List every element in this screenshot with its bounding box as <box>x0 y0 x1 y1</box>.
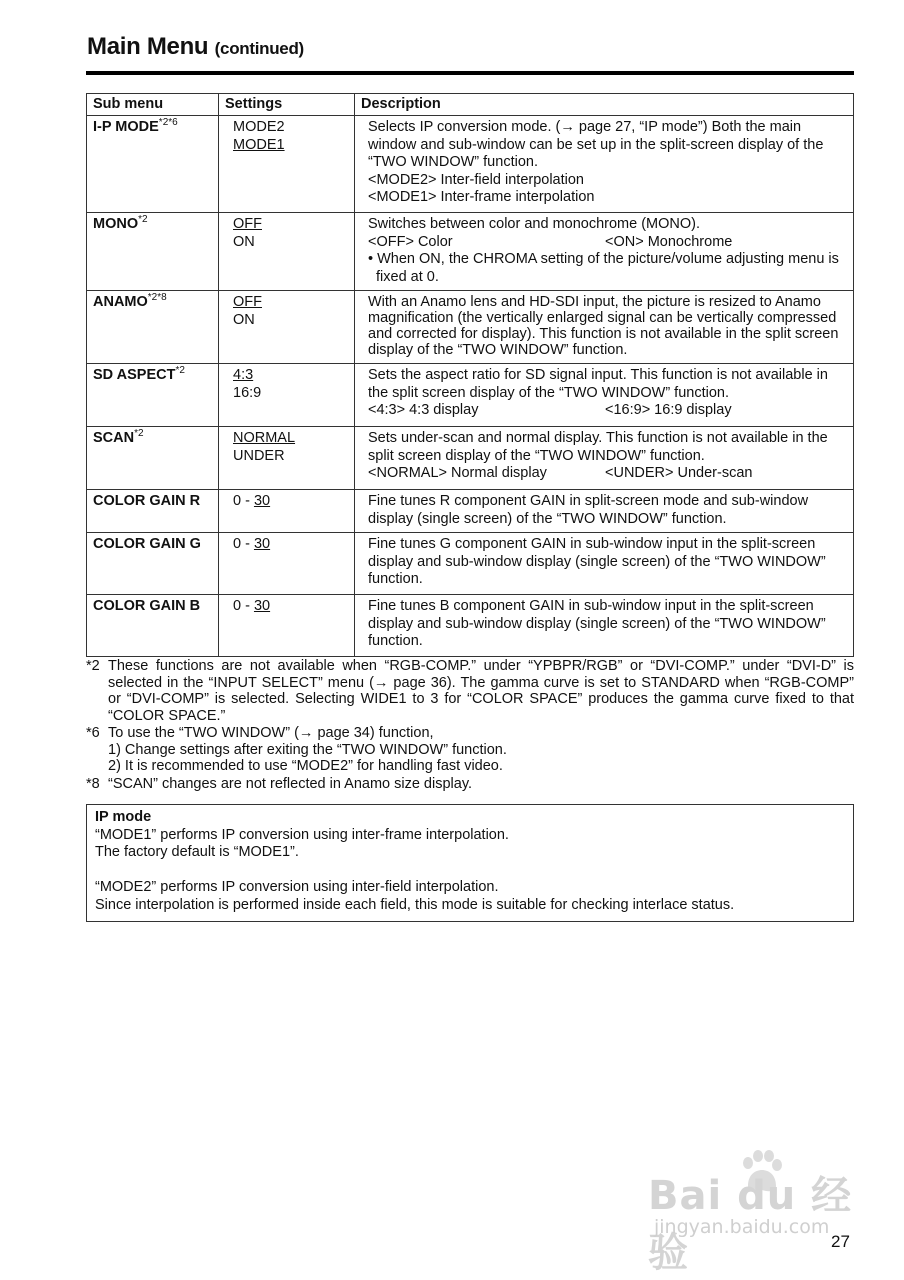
table-row <box>87 116 854 213</box>
menu-table <box>86 93 854 657</box>
settings-cell: 0 - 30 <box>219 533 355 595</box>
submenu-name: $ANAMO^{*2*8}$ <box>87 291 219 364</box>
submenu-name: I-P $MODE^{*2*6}$ <box>87 116 219 213</box>
footnotes <box>86 658 854 793</box>
submenu-name: COLOR GAIN B <box>87 595 219 657</box>
settings-cell: OFF ON <box>219 213 355 291</box>
table-row <box>87 427 854 490</box>
header-settings: Settings <box>219 94 355 116</box>
watermark-url: jingyan.baidu.com <box>654 1216 830 1238</box>
table-row <box>87 533 854 595</box>
submenu-name: SCAN$^{*2}$ <box>87 427 219 490</box>
description-cell: Sets the aspect ratio for SD signal input. This function is not available in the split screen display of the “TWO WINDOW” function. <4:3> 4:3 display <16:9> 16:9 display <box>355 364 854 427</box>
baidu-watermark <box>640 1150 855 1276</box>
table-row <box>87 595 854 657</box>
table-row <box>87 291 854 364</box>
settings-cell: 4:3 16:9 <box>219 364 355 427</box>
description-cell: Switches between color and monochrome (MONO). <OFF> Color <ON> Monochrome • When ON, the CHROMA setting of the picture/volume adjusting menu is fixed at 0. <box>355 213 854 291</box>
submenu-name: COLOR GAIN R <box>87 490 219 533</box>
description-cell: With an Anamo lens and HD-SDI input, the picture is resized to Anamo magnification (the vertically enlarged signal can be vertically compressed and corrected for display). This function is not available in the split screen display of the “TWO WINDOW” function. <box>355 291 854 364</box>
description-cell: Sets under-scan and normal display. This function is not available in the split screen display of the “TWO WINDOW” function. <NORMAL> Normal display <UNDER> Under-scan <box>355 427 854 490</box>
submenu-name: SD ASPECT$^{*2}$ <box>87 364 219 427</box>
settings-cell: MODE2 MODE1 <box>219 116 355 213</box>
table-row <box>87 213 854 291</box>
settings-cell: NORMAL UNDER <box>219 427 355 490</box>
footnote-8: *8 “SCAN” changes are not reflected in Anamo size display. <box>86 775 473 792</box>
page-title: Main Menu (continued) <box>87 33 304 60</box>
description-cell: Fine tunes R component GAIN in split-screen mode and sub-window display (single screen) of the “TWO WINDOW” function. <box>355 490 854 533</box>
description-cell: Fine tunes B component GAIN in sub-window input in the split-screen display and sub-window display (single screen) of the “TWO WINDOW” function. <box>355 595 854 657</box>
footnote-2: *2 These functions are not available when “RGB-COMP.” under “YPBPR/RGB” or “DVI-COMP.” under “DVI-D” is selected in the “INPUT SELECT” menu (→ page 36). The gamma curve is set to STANDARD when “RGB-COMP” or “DVI-COMP” is selected. Selecting WIDE1 to 3 for “COLOR SPACE” produces the gamma curve fixed to that “COLOR SPACE.” <box>86 658 854 724</box>
settings-cell: OFF ON <box>219 291 355 364</box>
footnote-6: *6 To use the “TWO WINDOW” (→ page 34) function, 1) Change settings after exiting the “TWO WINDOW” function. 2) It is recommended to use “MODE2” for handling fast video. <box>86 725 507 774</box>
settings-cell: 0 - 30 <box>219 490 355 533</box>
ip-mode-heading: IP mode <box>95 809 152 825</box>
settings-cell: 0 - 30 <box>219 595 355 657</box>
submenu-name: MONO$^{*2}$ <box>87 213 219 291</box>
submenu-name: COLOR GAIN G <box>87 533 219 595</box>
title-rule <box>86 71 854 75</box>
description-cell: Fine tunes G component GAIN in sub-window input in the split-screen display and sub-window display (single screen) of the “TWO WINDOW” function. <box>355 533 854 595</box>
header-description: Description <box>355 94 854 116</box>
page-number: 27 <box>831 1232 850 1251</box>
table-row <box>87 364 854 427</box>
description-cell: Selects IP conversion mode. (→ page 27, “IP mode”) Both the main window and sub-window can be set up in the split-screen display of the “TWO WINDOW” function. <MODE2> Inter-field interpolation <MODE1> Inter-frame interpolation <box>355 116 854 213</box>
ip-mode-box: IP mode “MODE1” performs IP conversion using inter-frame interpolation. The factory default is “MODE1”. “MODE2” performs IP conversion using inter-field interpolation. Since interpolation is performed inside each field, this mode is suitable for checking interlace status. <box>86 804 854 922</box>
table-header-row <box>87 94 854 116</box>
header-sub-menu: Sub menu <box>87 94 219 116</box>
baidu-logo: Bai du 经验 <box>648 1173 853 1276</box>
table-row <box>87 490 854 533</box>
